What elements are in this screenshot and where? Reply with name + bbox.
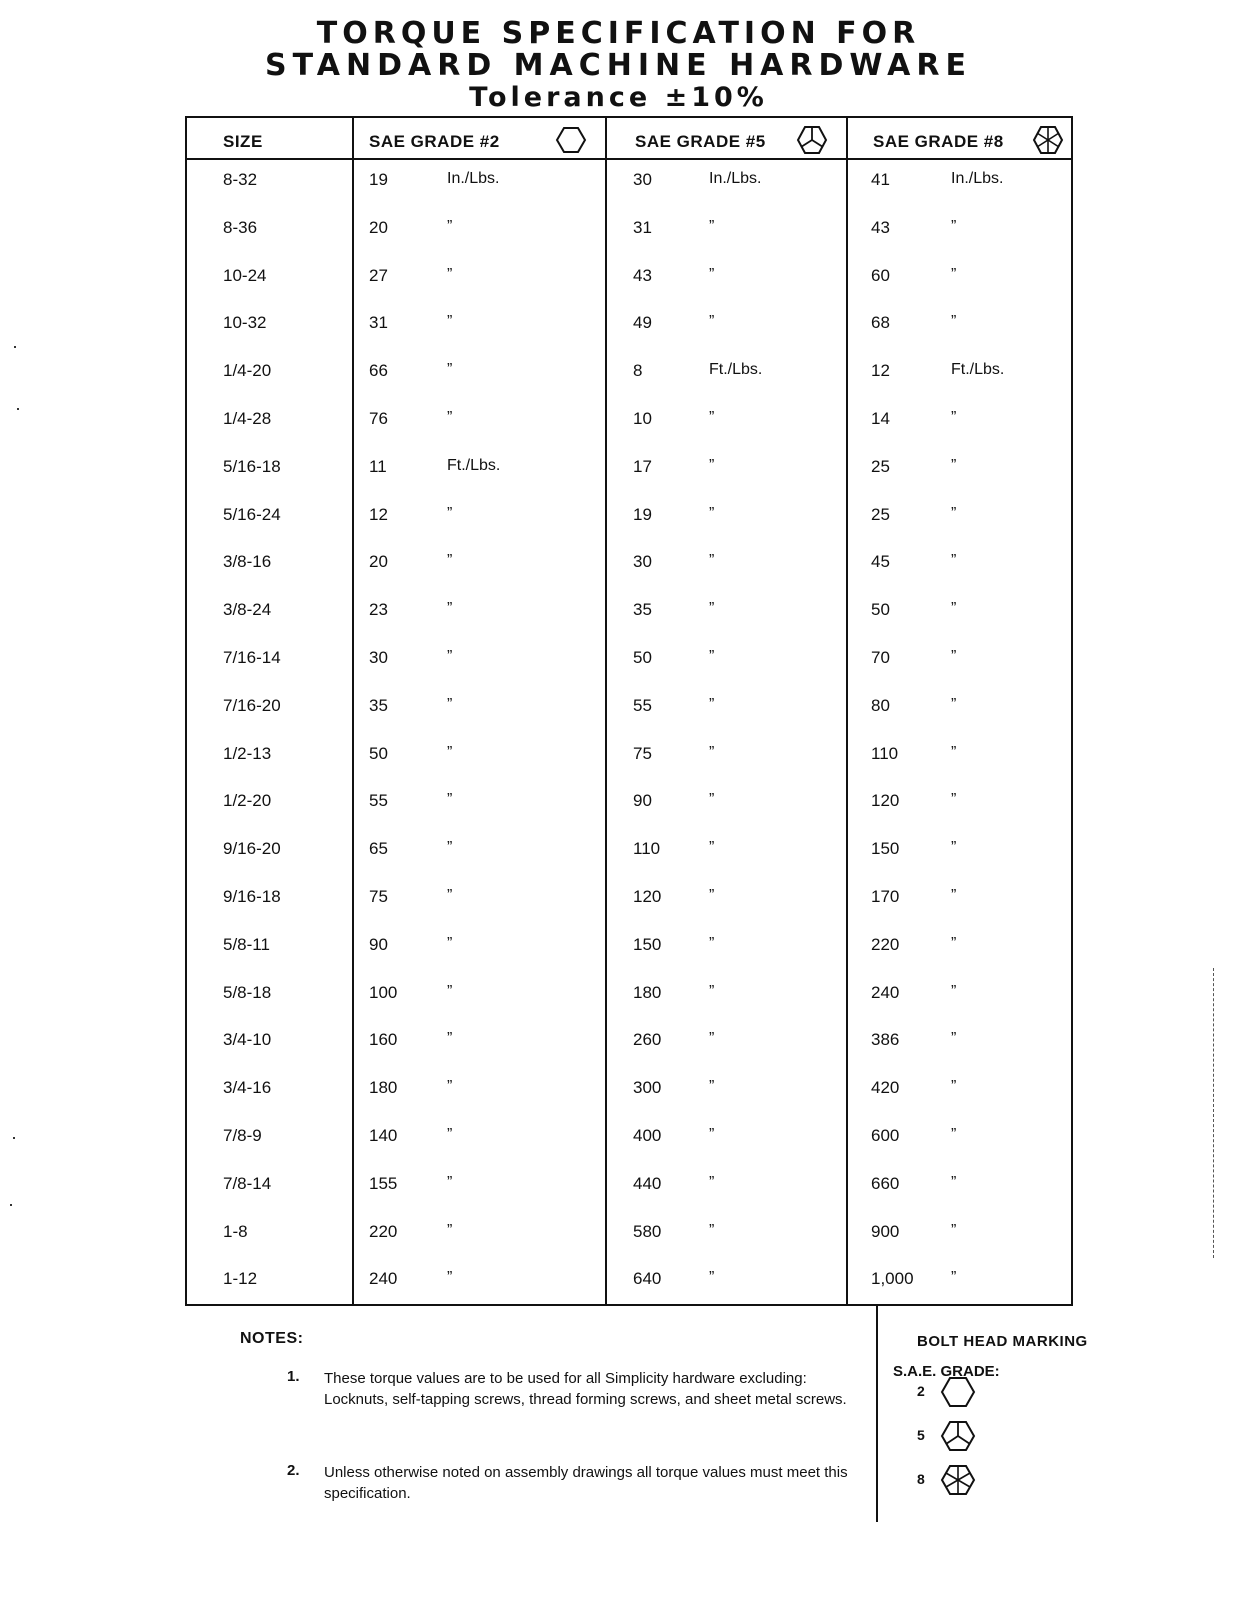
grade-5-unit: ” [709,409,715,426]
grade-8-value: 43 [871,218,890,237]
grade-8-unit: ” [951,218,957,235]
table-row [187,1269,1071,1293]
grade-2-hexagon-icon [555,124,587,156]
size-cell: 1/4-20 [223,361,272,380]
grade-2-unit: ” [447,935,453,952]
grade-8-unit: ” [951,505,957,522]
table-row [187,887,1071,911]
table-row [187,170,1071,194]
grade-5-value: 260 [633,1030,662,1049]
table-row [187,1078,1071,1102]
grade-5-unit: ” [709,1174,715,1191]
grade-8-unit: ” [951,1174,957,1191]
grade-8-value: 25 [871,505,890,524]
grade-2-unit: ” [447,791,453,808]
grade-2-unit: Ft./Lbs. [447,457,501,474]
grade-8-value: 41 [871,170,890,189]
grade-8-hexagon-icon [940,1462,976,1498]
table-row [187,409,1071,433]
grade-2-unit: ” [447,505,453,522]
grade-8-value: 900 [871,1222,900,1241]
grade-2-value: 240 [369,1269,398,1288]
grade-2-unit: ” [447,409,453,426]
grade-8-unit: ” [951,1126,957,1143]
size-cell: 7/8-9 [223,1126,262,1145]
grade-5-hexagon-icon [796,124,828,156]
grade-5-value: 180 [633,983,662,1002]
grade-8-unit: ” [951,791,957,808]
grade-5-unit: ” [709,935,715,952]
table-row [187,983,1071,1007]
grade-8-value: 68 [871,313,890,332]
size-cell: 3/4-10 [223,1030,272,1049]
grade-2-unit: ” [447,218,453,235]
grade-2-unit: In./Lbs. [447,170,500,187]
grade-5-value: 90 [633,791,652,810]
grade-8-value: 600 [871,1126,900,1145]
table-row [187,505,1071,529]
grade-8-unit: ” [951,313,957,330]
grade-2-value: 66 [369,361,388,380]
grade-8-value: 220 [871,935,900,954]
size-cell: 5/16-24 [223,505,281,524]
grade-5-value: 31 [633,218,652,237]
grade-5-value: 30 [633,552,652,571]
size-cell: 5/8-18 [223,983,272,1002]
size-cell: 3/8-16 [223,552,272,571]
grade-2-value: 90 [369,935,388,954]
grade-5-value: 55 [633,696,652,715]
grade-8-value: 170 [871,887,900,906]
grade-8-value: 50 [871,600,890,619]
table-row [187,361,1071,385]
grade-5-value: 19 [633,505,652,524]
grade-8-unit: ” [951,1269,957,1286]
grade-2-value: 11 [369,457,387,476]
grade-5-value: 17 [633,457,652,476]
grade-2-unit: ” [447,648,453,665]
page-subtitle: STANDARD MACHINE HARDWARE [265,48,972,83]
grade-5-unit: ” [709,744,715,761]
grade-5-unit: ” [709,457,715,474]
table-row [187,266,1071,290]
note-text: Unless otherwise noted on assembly drawings all torque values must meet this specification. [324,1464,848,1502]
grade-8-unit: ” [951,552,957,569]
size-cell: 3/4-16 [223,1078,272,1097]
grade-2-unit: ” [447,361,453,378]
grade-2-value: 50 [369,744,388,763]
grade-2-unit: ” [447,1174,453,1191]
size-cell: 5/16-18 [223,457,281,476]
table-row [187,218,1071,242]
grade-2-value: 160 [369,1030,398,1049]
grade-2-value: 31 [369,313,388,332]
grade-2-unit: ” [447,1078,453,1095]
grade-8-value: 1,000 [871,1269,914,1288]
grade-5-unit: ” [709,266,715,283]
grade-2-unit: ” [447,887,453,904]
grade-5-value: 120 [633,887,662,906]
grade-8-unit: ” [951,744,957,761]
grade-2-value: 155 [369,1174,398,1193]
grade-2-value: 180 [369,1078,398,1097]
grade-5-unit: Ft./Lbs. [709,361,763,378]
grade-2-unit: ” [447,266,453,283]
grade-8-value: 110 [871,744,899,763]
grade-8-value: 120 [871,791,900,810]
grade-2-unit: ” [447,552,453,569]
scan-speck [14,346,16,348]
table-row [187,1174,1071,1198]
header-size: SIZE [223,132,263,151]
table-row [187,791,1071,815]
grade-5-unit: ” [709,505,715,522]
grade-5-unit: ” [709,218,715,235]
grade-5-unit: ” [709,1078,715,1095]
grade-5-value: 300 [633,1078,662,1097]
grade-5-unit: ” [709,1269,715,1286]
grade-5-value: 50 [633,648,652,667]
grade-8-unit: ” [951,1030,957,1047]
size-cell: 7/16-14 [223,648,281,667]
grade-2-unit: ” [447,983,453,1000]
size-cell: 5/8-11 [223,935,270,954]
grade-8-value: 70 [871,648,890,667]
grade-8-hexagon-icon [1032,124,1064,156]
grade-2-unit: ” [447,313,453,330]
grade-8-value: 80 [871,696,890,715]
grade-5-value: 110 [633,839,661,858]
header-grade-2: SAE GRADE #2 [369,132,500,151]
grade-5-unit: ” [709,1126,715,1143]
size-cell: 7/8-14 [223,1174,272,1193]
grade-8-unit: ” [951,983,957,1000]
grade-5-value: 8 [633,361,643,380]
grade-2-value: 55 [369,791,388,810]
size-cell: 3/8-24 [223,600,272,619]
table-row [187,600,1071,624]
grade-8-value: 150 [871,839,900,858]
table-row [187,552,1071,576]
grade-2-value: 20 [369,552,388,571]
grade-5-unit: ” [709,1030,715,1047]
grade-2-unit: ” [447,1030,453,1047]
grade-5-value: 440 [633,1174,662,1193]
grade-8-value: 12 [871,361,890,380]
scan-edge [1213,968,1214,1258]
size-cell: 8-36 [223,218,258,237]
size-cell: 8-32 [223,170,258,189]
grade-8-value: 45 [871,552,890,571]
torque-table [185,116,1073,1306]
grade-2-value: 30 [369,648,388,667]
grade-2-value: 35 [369,696,388,715]
table-row [187,839,1071,863]
grade-8-value: 420 [871,1078,900,1097]
grade-5-value: 49 [633,313,652,332]
grade-2-value: 23 [369,600,388,619]
table-row [187,1030,1071,1054]
grade-5-unit: In./Lbs. [709,170,762,187]
size-cell: 1-8 [223,1222,248,1241]
grade-2-value: 27 [369,266,388,285]
table-row [187,744,1071,768]
grade-5-unit: ” [709,648,715,665]
table-row [187,313,1071,337]
grade-5-value: 75 [633,744,652,763]
legend-divider [876,1306,878,1522]
grade-8-unit: ” [951,1078,957,1095]
header-grade-5: SAE GRADE #5 [635,132,766,151]
grade-5-unit: ” [709,1222,715,1239]
legend-grade-8: 8 [917,1471,925,1487]
legend-grade-5: 5 [917,1427,925,1443]
grade-5-unit: ” [709,983,715,1000]
table-row [187,1222,1071,1246]
note-number: 2. [287,1462,300,1479]
grade-2-unit: ” [447,696,453,713]
scan-speck [10,1204,12,1206]
size-cell: 9/16-20 [223,839,281,858]
grade-5-value: 35 [633,600,652,619]
grade-8-unit: ” [951,457,957,474]
size-cell: 1/2-13 [223,744,272,763]
grade-5-unit: ” [709,839,715,856]
grade-2-unit: ” [447,839,453,856]
grade-5-unit: ” [709,696,715,713]
grade-2-value: 65 [369,839,388,858]
size-cell: 7/16-20 [223,696,281,715]
grade-5-value: 640 [633,1269,662,1288]
table-row [187,696,1071,720]
header-grade-8: SAE GRADE #8 [873,132,1004,151]
grade-2-unit: ” [447,1222,453,1239]
grade-8-unit: ” [951,648,957,665]
grade-5-unit: ” [709,887,715,904]
legend-grade-2: 2 [917,1383,925,1399]
grade-2-hexagon-icon [940,1374,976,1410]
grade-8-unit: ” [951,409,957,426]
notes-title: NOTES: [240,1330,304,1347]
table-row [187,935,1071,959]
grade-2-unit: ” [447,744,453,761]
grade-5-value: 150 [633,935,662,954]
grade-8-value: 240 [871,983,900,1002]
grade-8-value: 386 [871,1030,900,1049]
grade-8-unit: Ft./Lbs. [951,361,1005,378]
scan-speck [17,408,19,410]
page-title: TORQUE SPECIFICATION FOR [316,16,921,51]
scan-speck [13,1137,15,1139]
grade-5-unit: ” [709,600,715,617]
grade-2-unit: ” [447,1269,453,1286]
note-number: 1. [287,1368,300,1385]
grade-8-unit: ” [951,696,957,713]
grade-8-value: 660 [871,1174,900,1193]
table-row [187,648,1071,672]
grade-2-value: 100 [369,983,398,1002]
grade-5-value: 10 [633,409,652,428]
grade-2-value: 140 [369,1126,398,1145]
grade-8-value: 60 [871,266,890,285]
grade-5-hexagon-icon [940,1418,976,1454]
grade-8-value: 14 [871,409,890,428]
grade-2-value: 75 [369,887,388,906]
size-cell: 1/2-20 [223,791,272,810]
grade-8-unit: ” [951,600,957,617]
header-divider [187,158,1071,160]
sae-grade-label: S.A.E. GRADE: [893,1363,1000,1380]
grade-5-value: 580 [633,1222,662,1241]
grade-5-value: 30 [633,170,652,189]
grade-5-unit: ” [709,552,715,569]
grade-2-value: 220 [369,1222,398,1241]
grade-5-value: 400 [633,1126,662,1145]
grade-8-value: 25 [871,457,890,476]
grade-2-unit: ” [447,600,453,617]
grade-8-unit: ” [951,1222,957,1239]
table-row [187,457,1071,481]
table-row [187,1126,1071,1150]
grade-8-unit: ” [951,935,957,952]
note-text: These torque values are to be used for all Simplicity hardware excluding: Locknuts, self-tapping screws, thread forming screws, and sheet metal screws. [324,1370,847,1408]
grade-8-unit: ” [951,266,957,283]
grade-5-value: 43 [633,266,652,285]
size-cell: 10-24 [223,266,267,285]
bolt-head-marking-title: BOLT HEAD MARKING [917,1333,1088,1350]
grade-2-value: 12 [369,505,388,524]
tolerance-label: Tolerance ±10% [469,82,768,113]
grade-2-value: 76 [369,409,388,428]
grade-8-unit: ” [951,839,957,856]
grade-2-value: 19 [369,170,388,189]
size-cell: 1-12 [223,1269,258,1288]
grade-8-unit: In./Lbs. [951,170,1004,187]
grade-5-unit: ” [709,791,715,808]
size-cell: 9/16-18 [223,887,281,906]
size-cell: 1/4-28 [223,409,272,428]
grade-8-unit: ” [951,887,957,904]
grade-2-unit: ” [447,1126,453,1143]
grade-2-value: 20 [369,218,388,237]
size-cell: 10-32 [223,313,267,332]
grade-5-unit: ” [709,313,715,330]
